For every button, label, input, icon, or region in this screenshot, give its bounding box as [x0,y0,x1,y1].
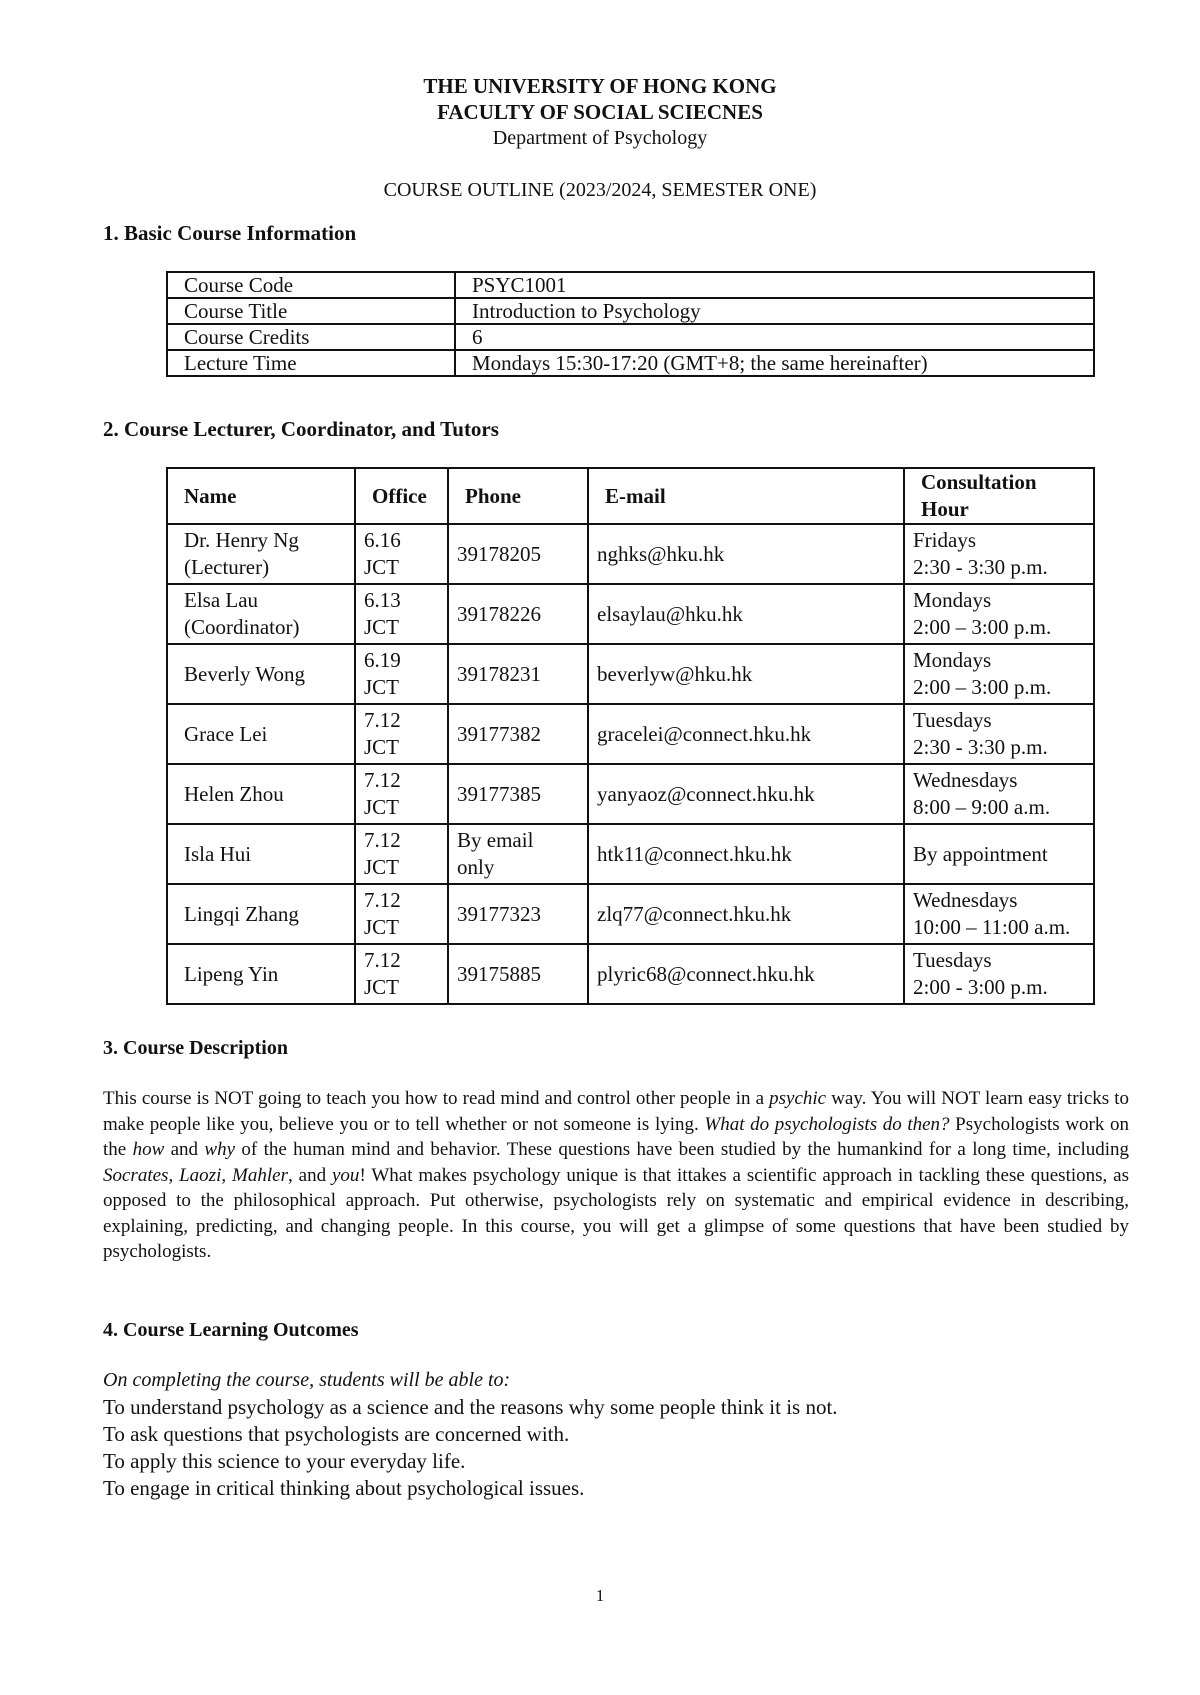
staff-office-line: JCT [364,855,400,879]
section2-heading: 2. Course Lecturer, Coordinator, and Tutors [103,417,499,441]
staff-office-cell [355,704,448,764]
staff-name-cell [167,644,355,704]
staff-email-line: elsaylau@hku.hk [597,601,743,626]
university-name: THE UNIVERSITY OF HONG KONG [423,74,777,98]
table-header-row [167,468,1094,524]
staff-phone-line: By email [457,828,534,852]
staff-email-line: yanyaoz@connect.hku.hk [597,781,815,806]
department-name: Department of Psychology [492,127,708,149]
course-title-label: Course Title [167,298,455,324]
staff-name-cell [167,704,355,764]
section4-heading: 4. Course Learning Outcomes [103,1319,359,1341]
staff-email-cell [588,944,904,1004]
staff-consultation-line: 2:00 – 3:00 p.m. [913,675,1052,699]
staff-consultation-cell [904,764,1094,824]
staff-consultation-line: 2:00 - 3:00 p.m. [913,975,1048,999]
staff-phone-cell [448,524,588,584]
staff-office-cell [355,944,448,1004]
table-row [167,272,1094,298]
table-row [167,824,1094,884]
col-phone-header: Phone [448,468,588,524]
staff-phone-line: 39177385 [457,781,541,806]
staff-consultation-line: 8:00 – 9:00 a.m. [913,795,1051,819]
staff-phone-line: 39177382 [457,721,541,746]
staff-office-line: 6.13 [364,588,401,612]
col-office-header: Office [355,468,448,524]
staff-consultation-cell [904,884,1094,944]
staff-phone-cell [448,824,588,884]
col-consultation-header: Consultation Hour [904,468,1094,524]
staff-name-line: Beverly Wong [184,661,305,686]
staff-email-cell [588,524,904,584]
staff-email-line: zlq77@connect.hku.hk [597,901,792,926]
desc-italic: Laozi [179,1164,222,1186]
course-description [103,1086,1129,1265]
staff-phone-line: only [457,855,495,879]
staff-name-cell [167,884,355,944]
table-row [167,764,1094,824]
staff-office-line: 7.12 [364,948,401,972]
staff-phone-cell [448,884,588,944]
staff-office-cell [355,824,448,884]
col-name-header: Name [167,468,355,524]
staff-consultation-cell [904,644,1094,704]
course-credits-value: 6 [455,324,1094,350]
desc-text: ! What makes psychology unique is that ittakes a scientific approach in tackling these questions, as opposed to the philosophical approach. Put otherwise, psychologists rely on systematic and empirical evidence in describing, explaining, predicting, and changing people. In this course, you will get a glimpse of some questions that have been studied by psychologists. [103,1164,1130,1262]
staff-consultation-line: 2:30 - 3:30 p.m. [913,555,1048,579]
staff-name-line: Dr. Henry Ng [184,528,299,552]
staff-phone-cell [448,584,588,644]
staff-phone-line: 39178231 [457,661,541,686]
staff-consultation-cell [904,944,1094,1004]
staff-email-line: gracelei@connect.hku.hk [597,721,812,746]
staff-consultation-line: Tuesdays [913,708,992,732]
staff-consultation-line: 10:00 – 11:00 a.m. [913,915,1071,939]
staff-name-cell [167,584,355,644]
lecture-time-value: Mondays 15:30-17:20 (GMT+8; the same hereinafter) [455,350,1094,376]
staff-consultation-line: Wednesdays [913,888,1018,912]
lecture-time-label: Lecture Time [167,350,455,376]
section3-heading: 3. Course Description [103,1037,288,1059]
basic-info-table [166,271,1095,377]
staff-name-line: Lipeng Yin [184,961,279,986]
page-number: 1 [595,1586,605,1605]
staff-office-cell [355,524,448,584]
staff-office-cell [355,644,448,704]
table-row [167,584,1094,644]
staff-phone-cell [448,944,588,1004]
staff-office-line: JCT [364,735,400,759]
course-code-value: PSYC1001 [455,272,1094,298]
desc-text: and [164,1139,205,1160]
staff-name-line: (Lecturer) [184,555,270,579]
table-row [167,524,1094,584]
staff-email-line: beverlyw@hku.hk [597,661,753,686]
staff-phone-line: 39177323 [457,901,541,926]
staff-consultation-line: Mondays [913,648,992,672]
staff-name-line: Helen Zhou [184,781,284,806]
staff-consultation-cell [904,584,1094,644]
staff-email-line: plyric68@connect.hku.hk [597,961,815,986]
staff-consultation-line: Wednesdays [913,768,1018,792]
staff-office-cell [355,764,448,824]
staff-phone-cell [448,644,588,704]
section1-heading: 1. Basic Course Information [103,221,357,245]
outcomes-list [103,1394,1129,1502]
table-row [167,298,1094,324]
staff-office-cell [355,884,448,944]
list-item: To apply this science to your everyday life. [103,1449,466,1473]
staff-email-cell [588,824,904,884]
staff-email-line: nghks@hku.hk [597,541,725,566]
staff-name-line: Elsa Lau [184,588,259,612]
desc-text: , and [287,1164,332,1186]
desc-italic: how [132,1139,165,1160]
desc-text: way. You will NOT learn easy tricks to make people like you, believe you or to tell whether or not someone is lying. [103,1088,1129,1135]
table-row [167,350,1094,376]
list-item: To ask questions that psychologists are concerned with. [103,1422,570,1446]
staff-consultation-line: 2:00 – 3:00 p.m. [913,615,1052,639]
staff-consultation-line: 2:30 - 3:30 p.m. [913,735,1048,759]
staff-office-line: JCT [364,975,400,999]
staff-rows [167,524,1094,1004]
staff-consultation-line: By appointment [913,841,1048,866]
desc-text: Psychologists work on the [103,1113,1129,1160]
desc-italic: why [204,1139,236,1160]
course-credits-label: Course Credits [167,324,455,350]
desc-italic: you [332,1164,360,1186]
staff-office-line: JCT [364,915,400,939]
staff-office-line: JCT [364,675,400,699]
col-email-header: E-mail [588,468,904,524]
staff-consultation-cell [904,824,1094,884]
outline-title: COURSE OUTLINE (2023/2024, SEMESTER ONE) [383,179,817,201]
staff-table [166,467,1095,1005]
list-item: To understand psychology as a science and the reasons why some people think it is not. [103,1395,838,1419]
staff-consultation-line: Mondays [913,588,992,612]
staff-name-cell [167,764,355,824]
staff-consultation-cell [904,524,1094,584]
staff-office-line: JCT [364,615,400,639]
desc-text: of the human mind and behavior. These questions have been studied by the humankind for a long time, including [235,1139,1129,1160]
staff-name-cell [167,824,355,884]
staff-office-line: 6.19 [364,648,401,672]
staff-email-cell [588,764,904,824]
staff-email-cell [588,584,904,644]
staff-office-cell [355,584,448,644]
course-title-value: Introduction to Psychology [455,298,1094,324]
desc-text: , [168,1164,180,1186]
desc-text: , [221,1164,233,1186]
table-row [167,704,1094,764]
staff-phone-line: 39175885 [457,961,541,986]
staff-office-line: 7.12 [364,888,401,912]
staff-consultation-line: Tuesdays [913,948,992,972]
staff-phone-line: 39178226 [457,601,541,626]
outcomes-intro: On completing the course, students will be able to: [103,1369,511,1391]
staff-office-line: 7.12 [364,828,401,852]
staff-office-line: 7.12 [364,708,401,732]
staff-consultation-cell [904,704,1094,764]
staff-name-line: Grace Lei [184,721,268,746]
staff-email-line: htk11@connect.hku.hk [597,841,792,866]
staff-office-line: 6.16 [364,528,401,552]
desc-italic: Mahler [232,1164,288,1186]
desc-italic: Socrates [103,1164,169,1186]
staff-email-cell [588,704,904,764]
staff-phone-cell [448,704,588,764]
table-row [167,644,1094,704]
staff-consultation-line: Fridays [913,528,976,552]
desc-italic: What do psychologists do then? [704,1113,950,1135]
desc-text: This course is NOT going to teach you how to read mind and control other people in a [103,1088,770,1109]
list-item: To engage in critical thinking about psychological issues. [103,1476,585,1500]
staff-phone-line: 39178205 [457,541,541,566]
staff-email-cell [588,644,904,704]
course-code-label: Course Code [167,272,455,298]
staff-name-line: Lingqi Zhang [184,901,299,926]
staff-name-cell [167,944,355,1004]
faculty-name: FACULTY OF SOCIAL SCIECNES [437,100,763,124]
desc-italic: psychic [769,1088,827,1109]
table-row [167,884,1094,944]
staff-phone-cell [448,764,588,824]
staff-office-line: 7.12 [364,768,401,792]
table-row [167,324,1094,350]
staff-name-line: Isla Hui [184,841,252,866]
staff-name-line: (Coordinator) [184,615,300,639]
table-row [167,944,1094,1004]
staff-office-line: JCT [364,795,400,819]
staff-name-cell [167,524,355,584]
staff-email-cell [588,884,904,944]
staff-office-line: JCT [364,555,400,579]
